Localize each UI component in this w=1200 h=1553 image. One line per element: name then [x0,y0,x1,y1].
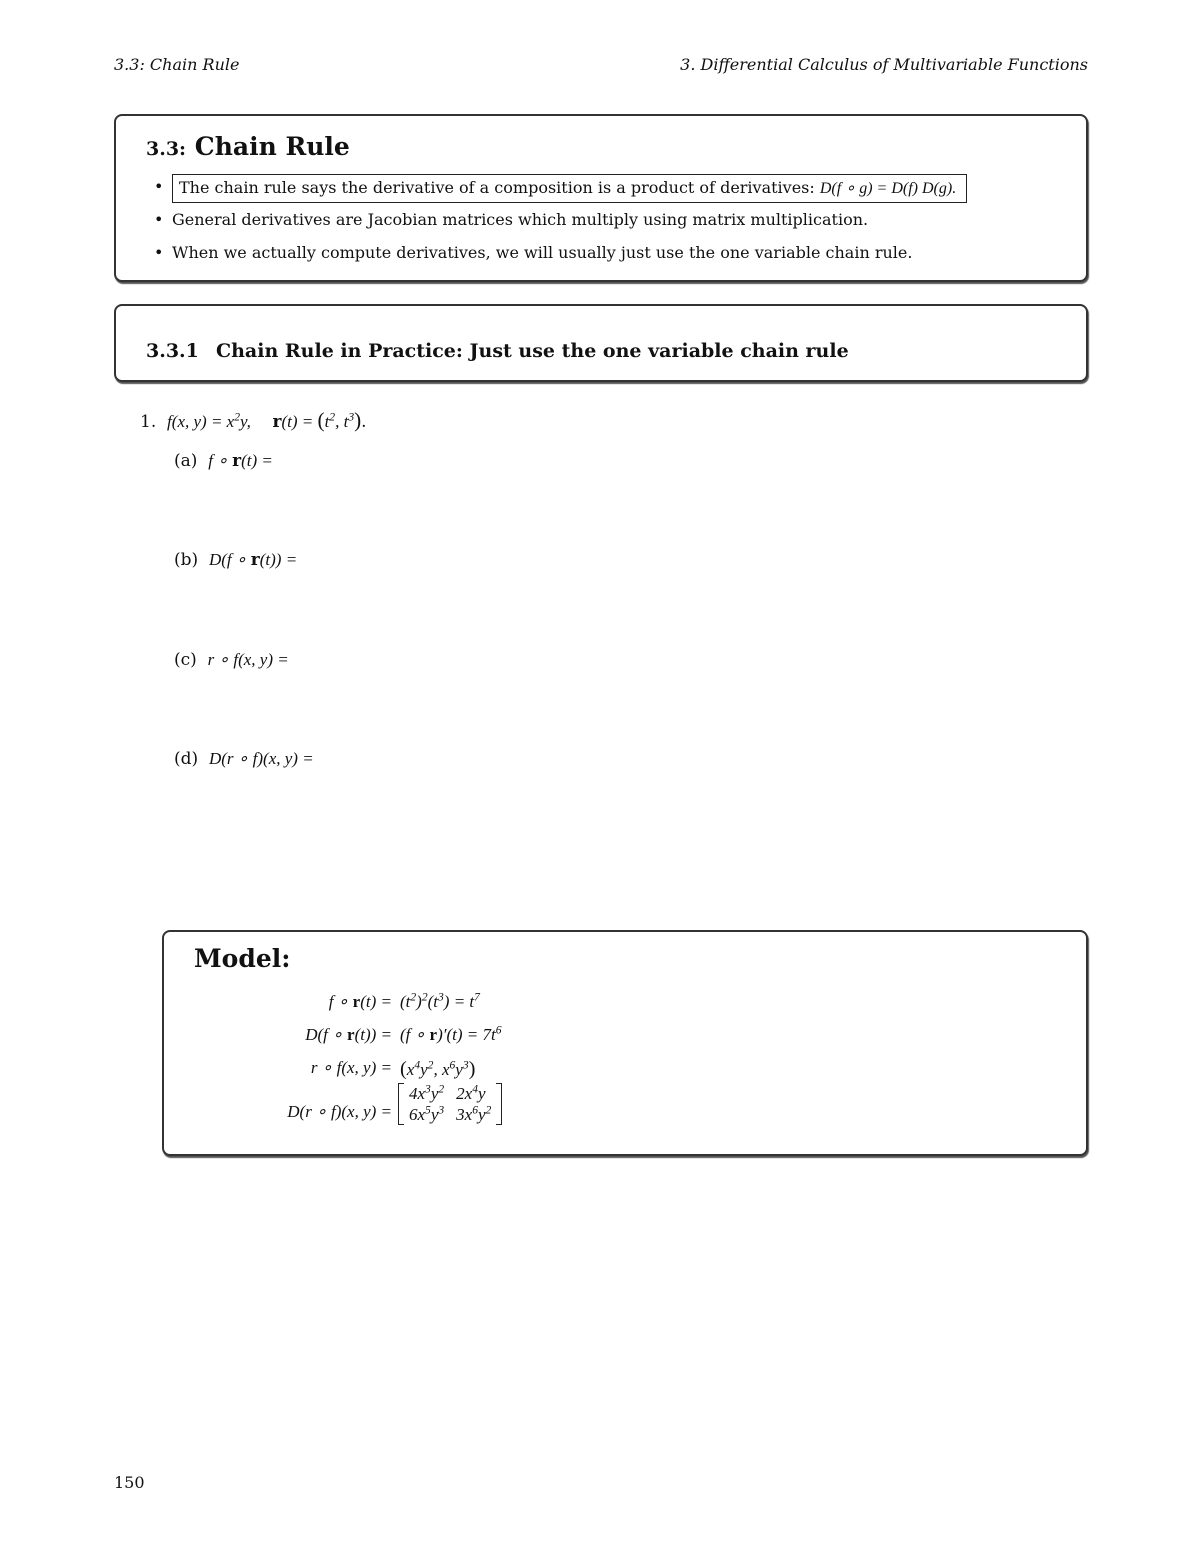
model-title: Model: [194,944,291,973]
part-d: (d) D(r ∘ f)(x, y) = [174,749,314,769]
model-eq-1: f ∘ r(t) = $(t^2)^2(t^3) = t^7$ [328,990,480,1011]
section-box [114,304,1088,382]
summary-number: 3.3: [146,138,187,160]
running-header-right: 3. Differential Calculus of Multivariable Functions [680,55,1088,74]
part-b: (b) D(f ∘ r(t)) = [174,550,298,570]
problem-label: 1. [140,412,157,432]
bullet-item [154,207,967,240]
running-header-left: 3.3: Chain Rule [114,55,240,74]
model-eq-2: D(f ∘ r(t)) = (f ∘ $r)'(t) = 7t^6$ [305,1023,502,1044]
section-title [146,340,849,362]
summary-bullets [154,174,967,273]
summary-title [146,132,350,161]
summary-title-text: Chain Rule [194,132,350,161]
problem-given: f [167,412,172,431]
problem-statement: 1. f(x, $y) = x^2y$, $r(t) = (t^2$, $t^3$). [140,408,367,432]
part-a-label: (a) [174,451,198,471]
part-c: (c) r ∘ f(x, y) = [174,650,289,670]
bullet-dot-icon: • [154,177,164,196]
bullet-1-formula: D(f ∘ g) = D(f) D(g). [819,180,957,197]
bullet-item [154,240,967,273]
model-box [162,930,1088,1156]
page-number: 150 [114,1473,145,1492]
chain-rule-statement [172,174,967,203]
section-title-text: Chain Rule in Practice: Just use the one variable chain rule [216,340,849,362]
part-a: (a) f ∘ r(t) = [174,451,273,471]
jacobian-matrix: $4x^3y^2$ $2x^4y$ $6x^5y^3$ $3x^6y^2$ [398,1083,502,1125]
bullet-dot-icon: • [154,210,164,229]
bullet-item [154,174,967,207]
part-b-label: (b) [174,550,199,570]
bullet-3-text: When we actually compute derivatives, we will usually just use the one variable chain rule. [172,243,913,262]
bullet-2-text: General derivatives are Jacobian matrices which multiply using matrix multiplication. [172,210,869,229]
bullet-dot-icon: • [154,243,164,262]
section-number: 3.3.1 [146,340,199,362]
model-eq-3: r ∘ f(x, y) = ($x^4y^2$, $x^6y^3$) [310,1058,476,1080]
part-c-label: (c) [174,650,197,670]
model-eq-4: D(r ∘ f)(x, y) = $4x^3y^2$ $2x^4y$ $6x^5y^3$ $3x^6y^2$ [164,1102,392,1126]
part-d-label: (d) [174,749,199,769]
bullet-1-text: The chain rule says the derivative of a composition is a product of derivatives: [179,178,815,197]
summary-box [114,114,1088,282]
